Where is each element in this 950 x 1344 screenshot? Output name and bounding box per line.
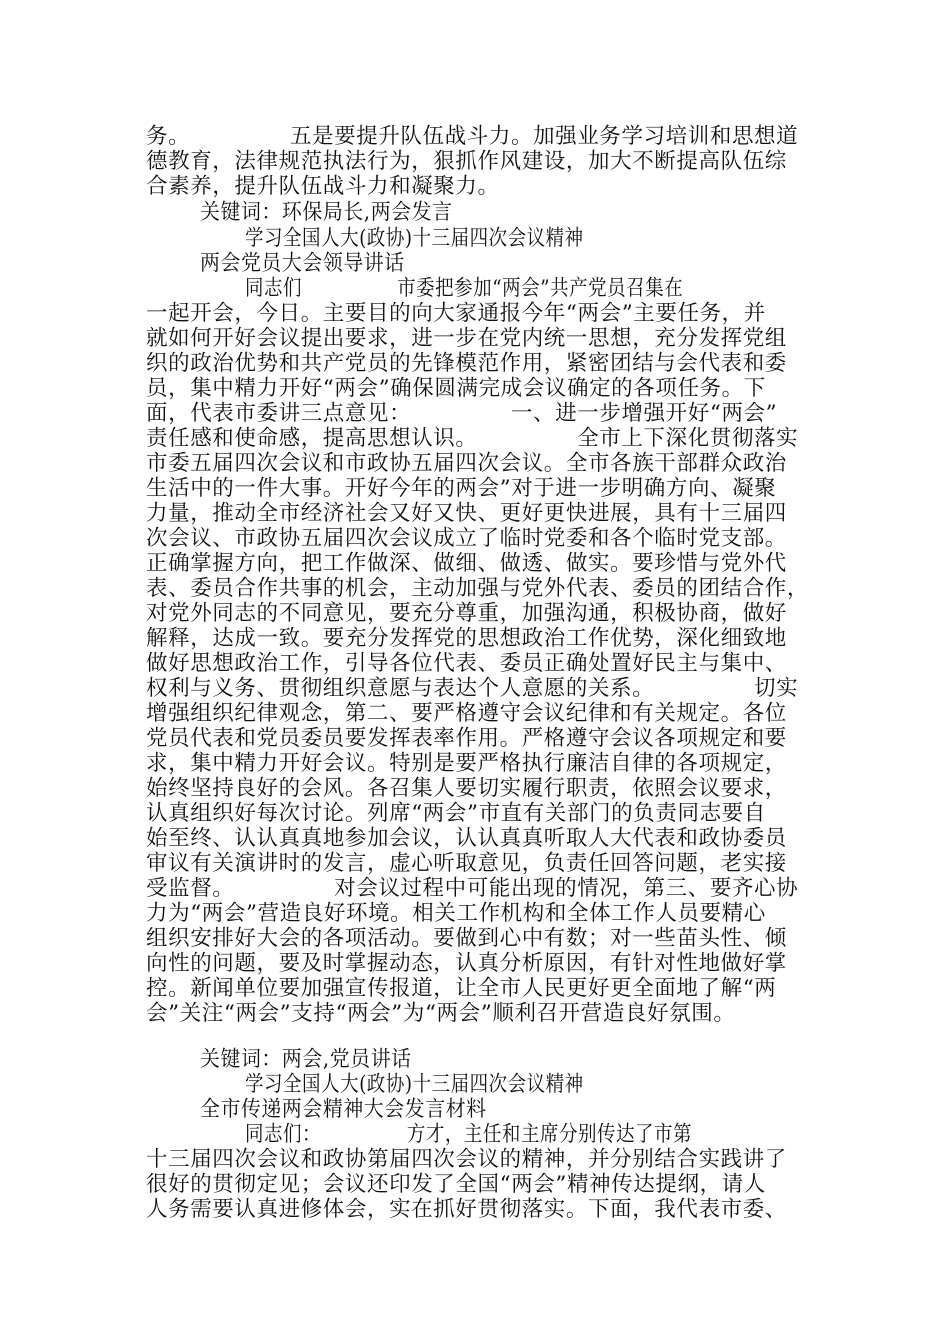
body-line: 合素养，提升队伍战斗力和凝聚力。 bbox=[146, 174, 500, 199]
body-line: 很好的贯彻定见；会议还印发了全国“两会”精神传达提纲，请人 bbox=[146, 1172, 766, 1197]
body-line: 市委五届四次会议和市政协五届四次会议。全市各族干部群众政治 bbox=[146, 451, 787, 476]
body-line: 审议有关演讲时的发言，虚心听取意见，负责任回答问题，老实接 bbox=[146, 851, 787, 876]
body-line: 对党外同志的不同意见，要充分尊重，加强沟通，积极协商，做好 bbox=[146, 601, 787, 626]
body-line: 面，代表市委讲三点意见： 一、进一步增强开好“两会” bbox=[146, 401, 778, 426]
body-line: 会”关注“两会”支持“两会”为“两会”顺利召开营造良好氛围。 bbox=[146, 1001, 736, 1026]
body-line: 始终坚持良好的会风。各召集人要切实履行职责，依照会议要求， bbox=[146, 776, 787, 801]
body-line: 权利与义务、贯彻组织意愿与表达个人意愿的关系。 切实 bbox=[146, 676, 799, 701]
body-line: 一起开会，今日。主要目的向大家通报今年“两会”主要任务，并 bbox=[146, 301, 766, 326]
body-line: 求，集中精力开好会议。特别是要严格执行廉洁自律的各项规定， bbox=[146, 751, 787, 776]
section-title: 学习全国人大(政协)十三届四次会议精神 bbox=[245, 1072, 584, 1097]
body-line: 组织安排好大会的各项活动。要做到心中有数；对一些苗头性、倾 bbox=[146, 926, 787, 951]
section-subtitle: 全市传递两会精神大会发言材料 bbox=[200, 1097, 487, 1122]
keywords-line: 关键词：两会,党员讲话 bbox=[200, 1047, 412, 1072]
body-line: 力量，推动全市经济社会又好又快、更好更快进展，具有十三届四 bbox=[146, 501, 787, 526]
body-line: 德教育，法律规范执法行为，狠抓作风建设，加大不断提高队伍综 bbox=[146, 149, 787, 174]
paragraph-start-line: 同志们： 方才，主任和主席分别传达了市第 bbox=[245, 1122, 693, 1147]
body-line: 务。 五是要提升队伍战斗力。加强业务学习培训和思想道 bbox=[146, 124, 799, 149]
body-line: 织的政治优势和共产党员的先锋模范作用，紧密团结与会代表和委 bbox=[146, 351, 787, 376]
keywords-line: 关键词：环保局长,两会发言 bbox=[200, 200, 453, 225]
body-line: 表、委员合作共事的机会，主动加强与党外代表、委员的团结合作， bbox=[146, 576, 810, 601]
body-line: 解释，达成一致。要充分发挥党的思想政治工作优势，深化细致地 bbox=[146, 626, 787, 651]
body-line: 正确掌握方向，把工作做深、做细、做透、做实。要珍惜与党外代 bbox=[146, 551, 787, 576]
section-subtitle: 两会党员大会领导讲话 bbox=[200, 251, 405, 276]
body-line: 责任感和使命感，提高思想认识。 全市上下深化贯彻落实 bbox=[146, 426, 799, 451]
body-line: 增强组织纪律观念，第二、要严格遵守会议纪律和有关规定。各位 bbox=[146, 701, 787, 726]
section-title: 学习全国人大(政协)十三届四次会议精神 bbox=[245, 226, 584, 251]
paragraph-start-line: 同志们 市委把参加“两会”共产党员召集在 bbox=[245, 276, 684, 301]
body-line: 认真组织好每次讨论。列席“两会”市直有关部门的负责同志要自 bbox=[146, 801, 766, 826]
body-line: 向性的问题，要及时掌握动态，认真分析原因，有针对性地做好掌 bbox=[146, 951, 787, 976]
body-line: 十三届四次会议和政协第届四次会议的精神，并分别结合实践讲了 bbox=[146, 1147, 787, 1172]
body-line: 力为“两会”营造良好环境。相关工作机构和全体工作人员要精心 bbox=[146, 901, 766, 926]
body-line: 始至终、认认真真地参加会议，认认真真听取人大代表和政协委员 bbox=[146, 826, 787, 851]
body-line: 控。新闻单位要加强宣传报道，让全市人民更好更全面地了解“两 bbox=[146, 976, 777, 1001]
body-line: 生活中的一件大事。开好今年的两会”对于进一步明确方向、凝聚 bbox=[146, 476, 777, 501]
body-line: 做好思想政治工作，引导各位代表、委员正确处置好民主与集中、 bbox=[146, 651, 787, 676]
body-line: 党员代表和党员委员要发挥表率作用。严格遵守会议各项规定和要 bbox=[146, 726, 787, 751]
body-line: 员，集中精力开好“两会”确保圆满完成会议确定的各项任务。下 bbox=[146, 376, 766, 401]
body-line: 就如何开好会议提出要求，进一步在党内统一思想，充分发挥党组 bbox=[146, 326, 787, 351]
body-line: 人务需要认真进修体会，实在抓好贯彻落实。下面，我代表市委、 bbox=[146, 1197, 787, 1222]
body-line: 次会议、市政协五届四次会议成立了临时党委和各个临时党支部。 bbox=[146, 526, 787, 551]
body-line: 受监督。 对会议过程中可能出现的情况，第三、要齐心协 bbox=[146, 876, 799, 901]
